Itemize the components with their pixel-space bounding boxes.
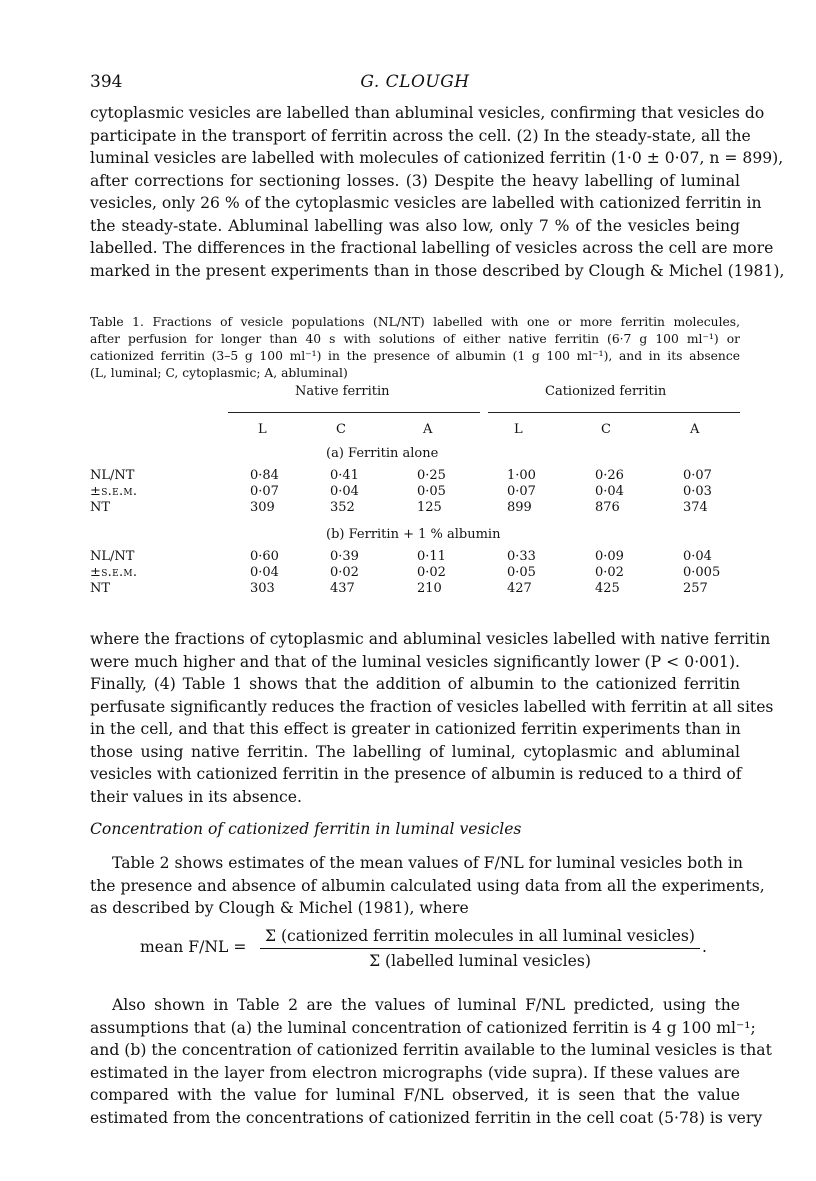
text-line: labelled. The differences in the fractional labelling of vesicles across the cell are more [90,239,774,257]
section-title-b: (b) Ferritin + 1 % albumin [326,527,501,542]
paragraph-4 [90,994,772,1129]
table-cell: 0·33 [507,549,536,564]
text-line: perfusate significantly reduces the fraction of vesicles labelled with ferritin at all sites [90,697,774,716]
table-cell: 0·03 [683,484,712,499]
table-cell: 125 [417,500,442,515]
table-cell: 257 [683,581,708,596]
equation-fraction [260,926,700,971]
table-cell: 0·07 [250,484,279,499]
text-line: and (b) the concentration of cationized ferritin available to the luminal vesicles is that [90,1041,772,1059]
row-label: NL/NT [90,468,135,483]
column-header: C [336,422,346,437]
table-cell: 0·02 [330,565,359,580]
table-cell: 0·04 [330,484,359,499]
column-header: A [690,422,700,437]
text-line: those using native ferritin. The labelling of luminal, cytoplasmic and abluminal [90,742,740,761]
table-cell: 303 [250,581,275,596]
row-label: NL/NT [90,549,135,564]
text-line: Also shown in Table 2 are the values of luminal F/NL predicted, using the [112,996,740,1014]
table-cell: 0·25 [417,468,446,483]
caption-line: cationized ferritin (3–5 g 100 ml⁻¹) in the presence of albumin (1 g 100 ml⁻¹), and in its absence [90,349,740,363]
page-header [90,72,740,98]
paragraph-1 [90,102,785,282]
table-cell: 0·39 [330,549,359,564]
table-1-caption [90,314,740,382]
row-label: ±s.e.m. [90,484,138,499]
text-line: marked in the present experiments than in those described by Clough & Michel (1981), [90,261,785,280]
table-cell: 374 [683,500,708,515]
text-line: Finally, (4) Table 1 shows that the addition of albumin to the cationized ferritin [90,675,740,693]
column-header: L [514,422,523,437]
table-cell: 876 [595,500,620,515]
text-line: Table 2 shows estimates of the mean values of F/NL for luminal vesicles both in [112,854,743,872]
paragraph-2 [90,628,774,808]
table-cell: 899 [507,500,532,515]
table-cell: 0·09 [595,549,624,564]
text-line: vesicles with cationized ferritin in the presence of albumin is reduced to a third of [90,765,742,783]
text-line: their values in its absence. [90,787,302,806]
table-cell: 352 [330,500,355,515]
text-line: luminal vesicles are labelled with molecules of cationized ferritin (1·0 ± 0·07, n = 899), [90,149,784,167]
text-line: assumptions that (a) the luminal concentration of cationized ferritin is 4 g 100 ml⁻¹; [90,1018,756,1037]
table-cell: 0·05 [417,484,446,499]
table-cell: 0·04 [595,484,624,499]
text-line: participate in the transport of ferritin across the cell. (2) In the steady-state, all the [90,126,751,145]
table-cell: 0·07 [683,468,712,483]
table-cell: 0·05 [507,565,536,580]
table-cell: 0·04 [250,565,279,580]
text-line: where the fractions of cytoplasmic and abluminal vesicles labelled with native ferritin [90,630,771,648]
column-header: L [258,422,267,437]
equation-numerator: Σ (cationized ferritin molecules in all luminal vesicles) [264,927,695,945]
row-label: NT [90,581,111,596]
equation-lhs: mean F/NL = [140,938,247,956]
text-line: after corrections for sectioning losses. (3) Despite the heavy labelling of luminal [90,171,740,190]
text-line: in the cell, and that this effect is greater in cationized ferritin experiments than in [90,720,741,738]
text-line: the presence and absence of albumin calculated using data from all the experiments, [90,876,765,895]
table-cell: 0·02 [595,565,624,580]
table-cell: 0·26 [595,468,624,483]
table-cell: 309 [250,500,275,515]
equation-denominator: Σ (labelled luminal vesicles) [369,952,591,970]
text-line: as described by Clough & Michel (1981), where [90,899,469,917]
table-cell: 1·00 [507,468,536,483]
running-head: G. CLOUGH [360,72,470,92]
text-line: cytoplasmic vesicles are labelled than abluminal vesicles, confirming that vesicles do [90,104,765,122]
native-group-rule [228,412,480,413]
group-header-native: Native ferritin [295,384,390,399]
column-header: A [423,422,433,437]
table-cell: 0·04 [683,549,712,564]
row-label: ±s.e.m. [90,565,138,580]
text-line: vesicles, only 26 % of the cytoplasmic vesicles are labelled with cationized ferritin in [90,194,762,212]
table-cell: 427 [507,581,532,596]
table-cell: 0·02 [417,565,446,580]
column-header: C [601,422,611,437]
table-cell: 210 [417,581,442,596]
table-cell: 0·07 [507,484,536,499]
text-line: were much higher and that of the luminal vesicles significantly lower (P < 0·001). [90,652,740,671]
cationized-group-rule [488,412,740,413]
section-heading: Concentration of cationized ferritin in luminal vesicles [90,820,522,838]
table-cell: 425 [595,581,620,596]
table-cell: 0·005 [683,565,721,580]
caption-line: (L, luminal; C, cytoplasmic; A, abluminal) [90,366,348,380]
group-header-cationized: Cationized ferritin [545,384,667,399]
caption-line: Table 1. Fractions of vesicle populations (NL/NT) labelled with one or more ferritin molecules, [90,315,740,329]
page-number: 394 [90,72,123,92]
text-line: estimated in the layer from electron micrographs (vide supra). If these values are [90,1063,740,1082]
text-line: compared with the value for luminal F/NL observed, it is seen that the value [90,1086,740,1104]
table-cell: 0·41 [330,468,359,483]
table-cell: 0·11 [417,549,446,564]
paragraph-3 [90,852,765,920]
caption-line: after perfusion for longer than 40 s with solutions of either native ferritin (6·7 g 100 ml⁻¹) or [90,332,740,346]
table-cell: 0·60 [250,549,279,564]
text-line: the steady-state. Abluminal labelling was also low, only 7 % of the vesicles being [90,216,740,235]
text-line: estimated from the concentrations of cationized ferritin in the cell coat (5·78) is very [90,1108,763,1127]
table-cell: 437 [330,581,355,596]
mean-f-nl-equation [140,926,720,976]
section-title-a: (a) Ferritin alone [326,446,439,461]
equation-period: . [702,938,707,956]
row-label: NT [90,500,111,515]
fraction-bar [260,948,700,949]
table-cell: 0·84 [250,468,279,483]
